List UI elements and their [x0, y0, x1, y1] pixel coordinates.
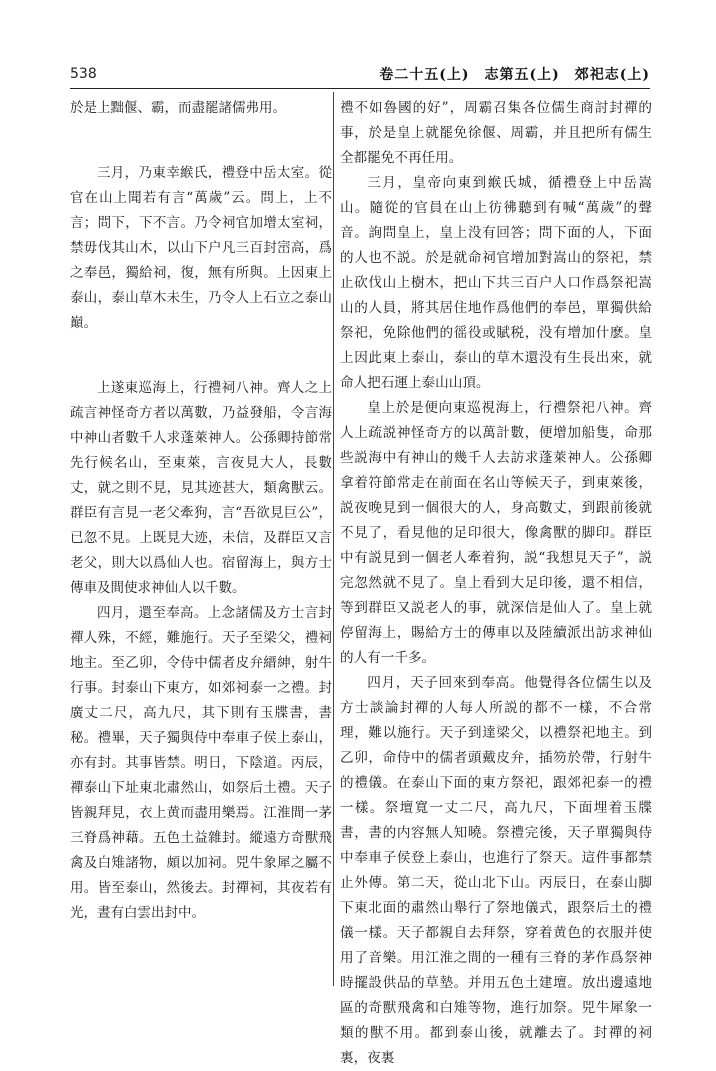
left-paragraph-2: 三月，乃東幸緱氏，禮登中岳太室。從官在山上聞若有言“萬歲”云。問上，上不言；問下，下不言。乃令祠官加增太室祠，禁毋伐其山木，以山下户凡三百封崈高，爲之奉邑，獨給祠，復，無有所與。上因東上泰山，泰山草木未生，乃令人上石立之泰山巔。: [70, 165, 332, 331]
left-paragraph-1: 於是上黜偃、霸，而盡罷諸儒弗用。: [70, 100, 286, 116]
right-paragraph-3: 皇上於是便向東巡視海上，行禮祭祀八神。齊人上疏説神怪奇方的以萬計數，便增加船隻，命那些説海中有神山的幾千人去訪求蓬萊神人。公孫卿拿着符節常走在前面在名山等候天子，到東萊後，説夜晚見到一個很大的人，身高數丈，到跟前後就不見了，看見他的足印很大，像禽獸的脚印。群臣中有説見到一個老人牽着狗，説“我想見天子”，説完忽然就不見了。皇上看到大足印後，還不相信，等到群臣又説老人的事，就深信是仙人了。皇上就停留海上，賜給方士的傳車以及陸續派出訪求神仙的人有一千多。: [340, 400, 652, 666]
left-paragraph-3: 上遂東巡海上，行禮祠八神。齊人之上疏言神怪奇方者以萬數，乃益發船，令言海中神山者數千人求蓬萊神人。公孫卿持節常先行候名山，至東萊，言夜見大人，長數丈，就之則不見，見其迹甚大，類禽獸云。群臣有言見一老父牽狗，言“吾欲見巨公”，已忽不見。上既見大迹，未信，及群臣又言老父，則大以爲仙人也。宿留海上，與方士傳車及間使求神仙人以千數。: [70, 380, 332, 596]
right-paragraph-1: 禮不如魯國的好”，周霸召集各位儒生商討封禪的事，於是皇上就罷免徐偃、周霸，并且把所有儒生全都罷免不再任用。: [340, 100, 652, 166]
right-column-translation: [340, 96, 652, 1066]
left-paragraph-4: 四月，還至奉高。上念諸儒及方士言封禪人殊，不經，難施行。天子至梁父，禮祠地主。至乙卯，令侍中儒者皮弁縉紳，射牛行事。封泰山下東方，如郊祠泰一之禮。封廣丈二尺，高九尺，其下則有玉牒書，書秘。禮畢，天子獨與侍中奉車子侯上泰山，亦有封。其事皆禁。明日，下陰道。丙辰，禪泰山下址東北肅然山，如祭后土禮。天子皆親拜見，衣上黄而盡用樂焉。江淮間一茅三脊爲神藉。五色土益雜封。縱遠方奇獸飛禽及白雉諸物，頗以加祠。兕牛象犀之屬不用。皆至泰山，然後去。封禪祠，其夜若有光，晝有白雲出封中。: [70, 605, 332, 921]
page-number: 538: [70, 66, 97, 82]
right-paragraph-2: 三月，皇帝向東到緱氏城，循禮登上中岳嵩山。隨從的官員在山上彷彿聽到有喊“萬歲”的聲音。詢問皇上，皇上没有回答；問下面的人，下面的人也不説。於是就命祠官增加對嵩山的祭祀，禁止砍伐山上樹木，把山下共三百户人口作爲祭祀嵩山的人員，將其居住地作爲他們的奉邑，單獨供給祭祀，免除他們的徭役或賦税，没有增加什麽。皇上因此東上泰山，泰山的草木還没有生長出來，就命人把石運上泰山山頂。: [340, 175, 652, 391]
page-header: [70, 64, 650, 88]
column-divider: [333, 92, 334, 986]
right-paragraph-4: 四月，天子回來到奉高。他覺得各位儒生以及方士談論封禪的人每人所説的都不一樣，不合常理，難以施行。天子到達梁父，以禮祭祀地主。到乙卯，命侍中的儒者頭戴皮弁，插笏於帶，行射牛的禮儀。在泰山下面的東方祭祀，跟郊祀泰一的禮一樣。祭壇寬一丈二尺，高九尺，下面埋着玉牒書，書的内容無人知曉。祭禮完後，天子單獨與侍中奉車子侯登上泰山，也進行了祭天。這件事都禁止外傳。第二天，從山北下山。丙辰日，在泰山脚下東北面的肅然山舉行了祭地儀式，跟祭后土的禮儀一樣。天子都親自去拜祭，穿着黄色的衣服并使用了音樂。用江淮之間的一種有三脊的茅作爲祭神時擺設供品的草墊。并用五色土建壇。放出邊遠地區的奇獸飛禽和白雉等物，進行加祭。兕牛犀象一類的獸不用。都到泰山後，就離去了。封禪的祠裏，夜裏: [340, 675, 652, 1066]
left-column-classical-text: [70, 96, 332, 986]
running-title: 卷二十五(上) 志第五(上) 郊祀志(上): [379, 67, 650, 83]
header-rule: [70, 88, 650, 89]
